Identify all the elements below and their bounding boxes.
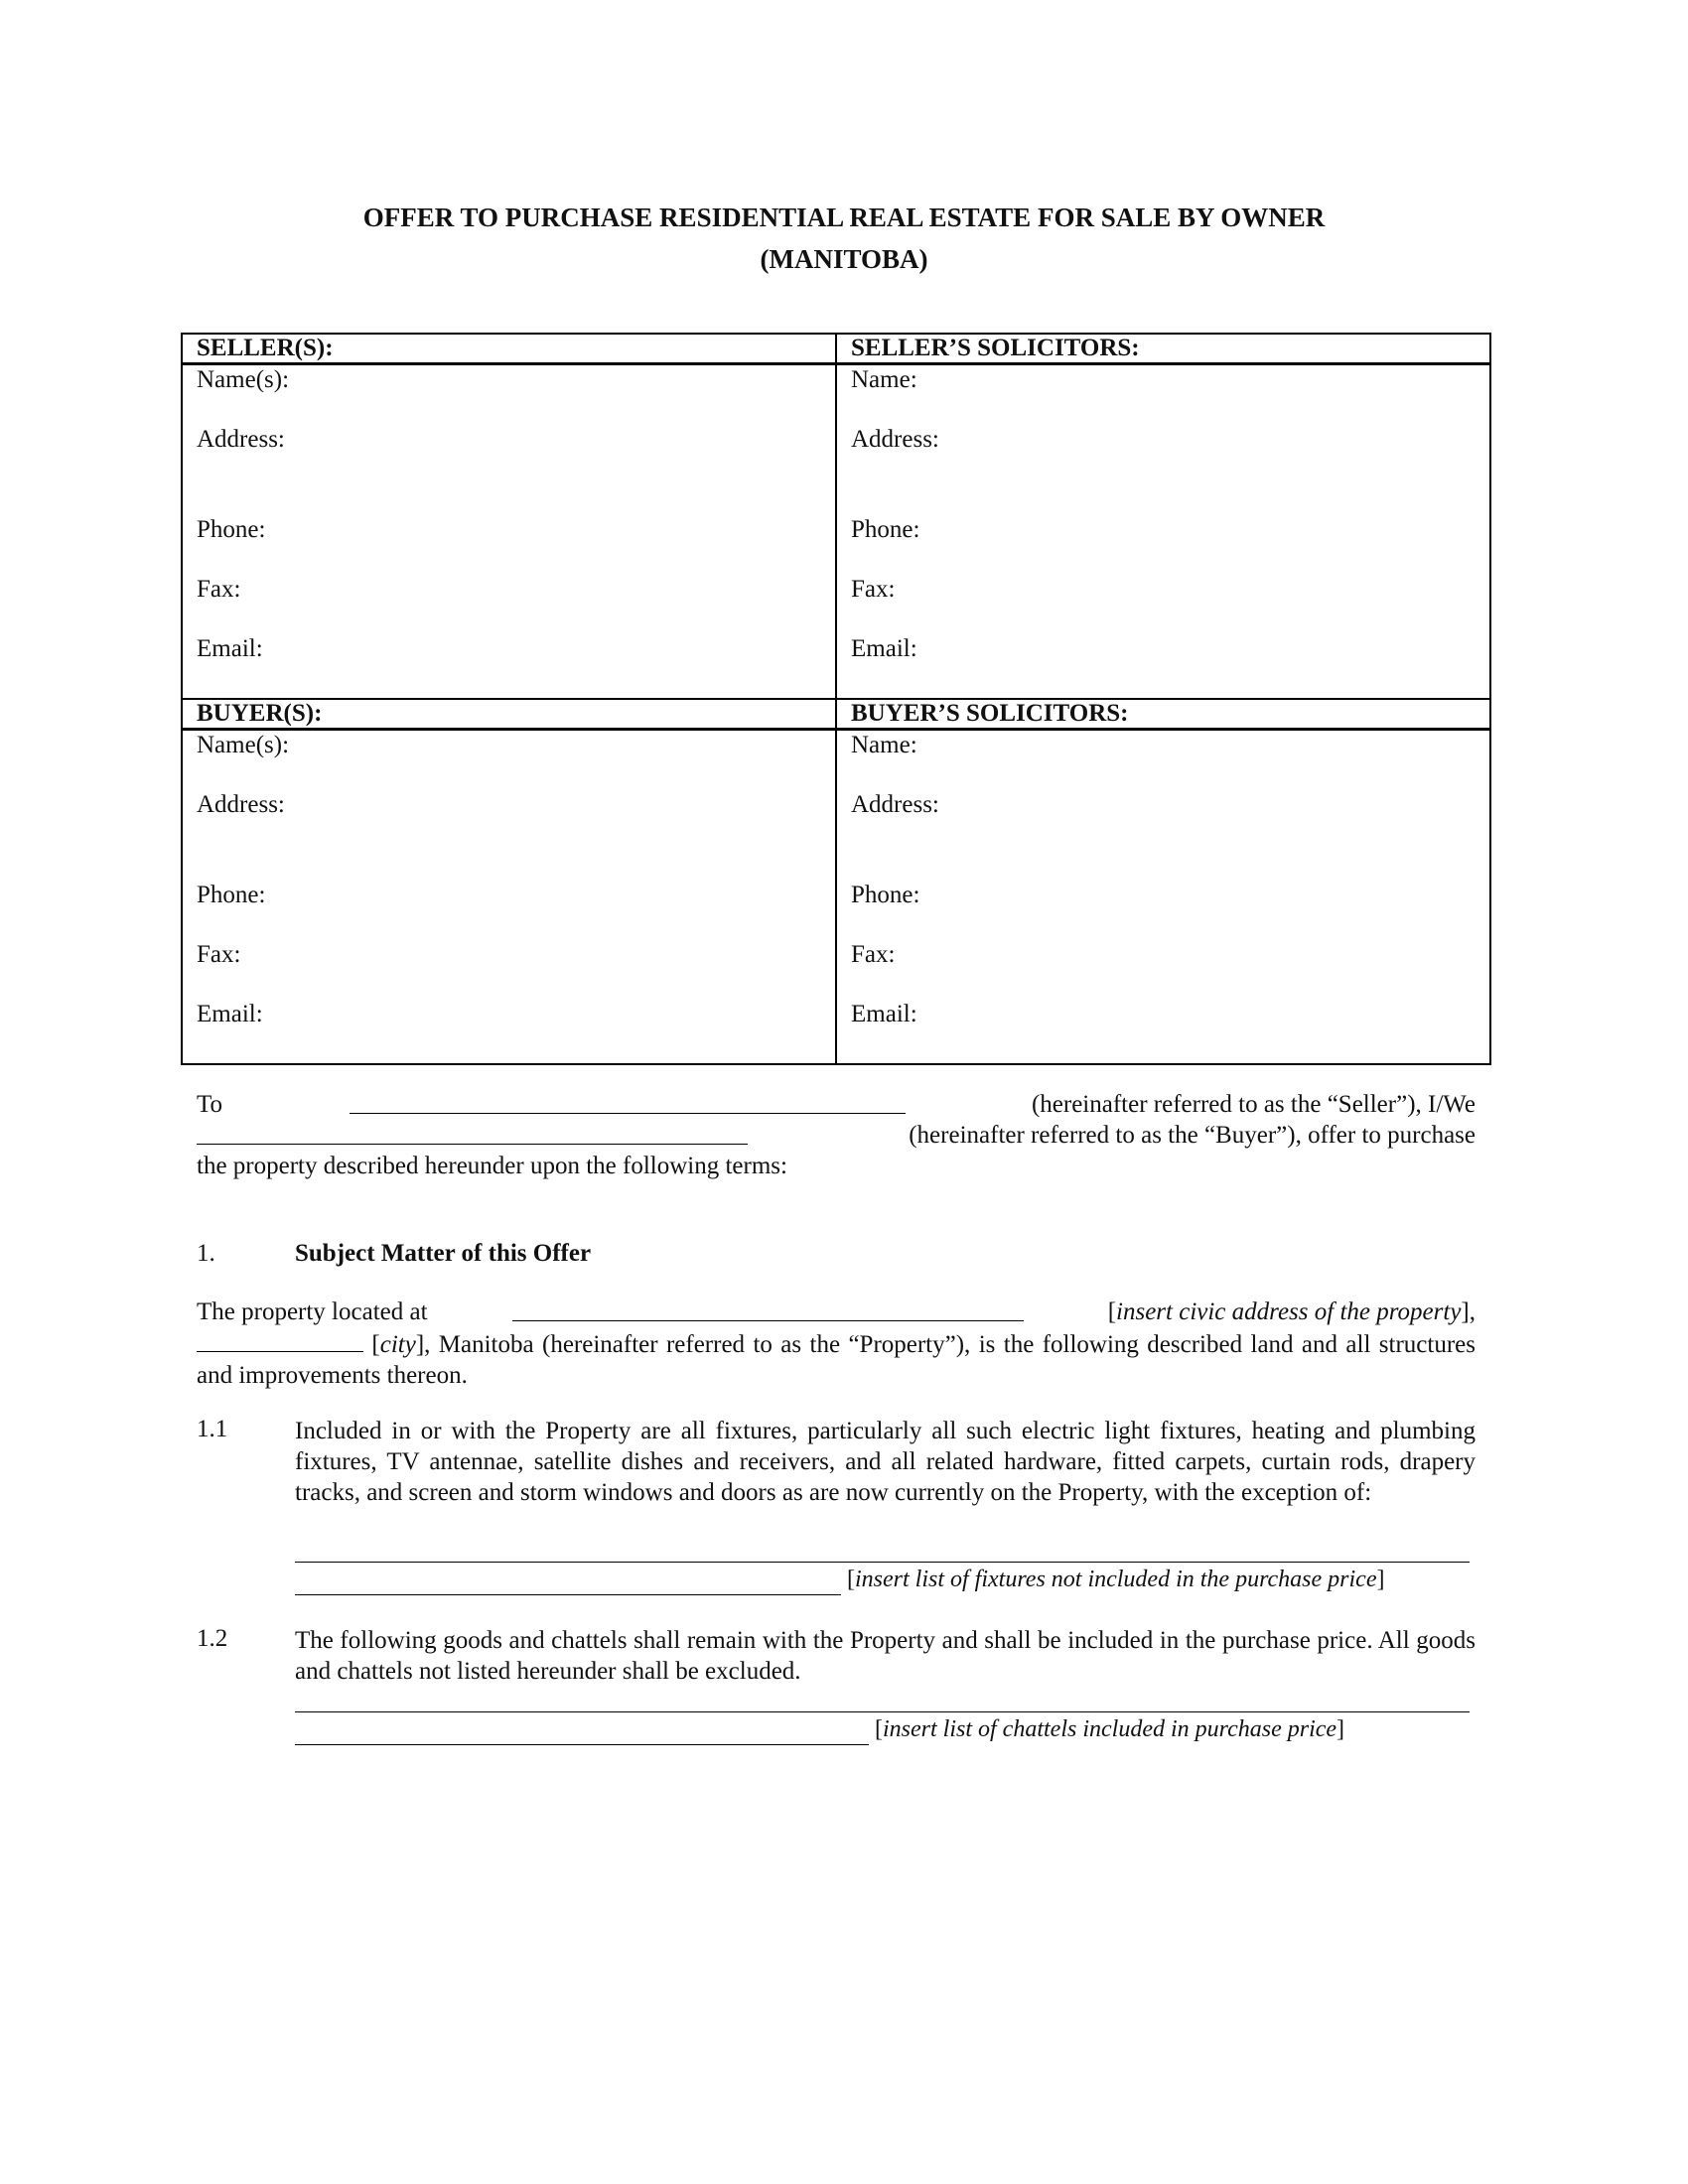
- section-1-2-number: 1.2: [197, 1625, 228, 1652]
- section-1-1-number: 1.1: [197, 1416, 228, 1442]
- buyer-ref-text: (hereinafter referred to as the “Buyer”), offer to purchase: [909, 1122, 1476, 1149]
- section-1-number: 1.: [197, 1240, 215, 1267]
- section-1-2-text: The following goods and chattels shall remain with the Property and shall be included in the purchase price. All goods and chattels not listed hereunder shall be excluded.: [295, 1627, 1476, 1685]
- buyer-solicitors-cell[interactable]: [836, 730, 1490, 1065]
- seller-name-blank[interactable]: [350, 1089, 906, 1114]
- seller-sol-name-label: Name:: [851, 366, 917, 393]
- buyer-address-label: Address:: [197, 791, 285, 818]
- parties-table: [181, 333, 1491, 1065]
- buyer-fax-label: Fax:: [197, 941, 241, 968]
- seller-cell[interactable]: [182, 364, 836, 700]
- to-label: To: [197, 1091, 223, 1118]
- buyer-name-label: Name(s):: [197, 732, 290, 758]
- seller-sol-email-label: Email:: [851, 635, 917, 662]
- section-1-heading: Subject Matter of this Offer: [295, 1240, 592, 1267]
- intro-paragraph: [197, 1089, 1476, 1181]
- buyer-sol-email-label: Email:: [851, 1001, 917, 1027]
- property-located-text: The property located at: [197, 1298, 428, 1325]
- buyer-sol-fax-label: Fax:: [851, 941, 896, 968]
- seller-fax-label: Fax:: [197, 576, 241, 603]
- buyer-name-blank[interactable]: [197, 1120, 748, 1145]
- seller-solicitors-header: SELLER’S SOLICITORS:: [836, 334, 1490, 364]
- civic-address-hint: insert civic address of the property: [1116, 1298, 1462, 1325]
- seller-phone-label: Phone:: [197, 516, 266, 543]
- chattels-hint: insert list of chattels included in purchase price: [883, 1716, 1337, 1742]
- seller-address-label: Address:: [197, 426, 285, 453]
- seller-name-label: Name(s):: [197, 366, 290, 393]
- chattels-hint-wrap: [insert list of chattels included in purchase price]: [875, 1716, 1345, 1742]
- seller-sol-fax-label: Fax:: [851, 576, 896, 603]
- fixtures-hint-wrap: [insert list of fixtures not included in the purchase price]: [847, 1567, 1385, 1592]
- buyer-sol-phone-label: Phone:: [851, 882, 920, 908]
- seller-solicitors-cell[interactable]: [836, 364, 1490, 700]
- seller-ref-text: (hereinafter referred to as the “Seller”), I/We: [1031, 1091, 1476, 1118]
- buyer-sol-name-label: Name:: [851, 732, 917, 758]
- fixtures-hint: insert list of fixtures not included in the purchase price: [855, 1567, 1377, 1592]
- city-blank[interactable]: [197, 1327, 363, 1352]
- chattels-blank-line-1[interactable]: [295, 1711, 1470, 1712]
- chattels-blank-line-2[interactable]: [295, 1744, 869, 1745]
- document-title: OFFER TO PURCHASE RESIDENTIAL REAL ESTATE FOR SALE BY OWNER: [362, 203, 1326, 232]
- seller-sol-address-label: Address:: [851, 426, 939, 453]
- intro-rest: the property described hereunder upon the following terms:: [197, 1153, 787, 1179]
- city-hint: city: [379, 1331, 416, 1358]
- seller-header: SELLER(S):: [182, 334, 836, 364]
- buyer-cell[interactable]: [182, 730, 836, 1065]
- fixtures-blank-line-1[interactable]: [295, 1562, 1470, 1563]
- property-description-text: , Manitoba (hereinafter referred to as the “Property”), is the following described land and all structures and improvements thereon.: [197, 1331, 1476, 1389]
- section-1-1-text: Included in or with the Property are all fixtures, particularly all such electric light fixtures, heating and plumbing fixtures, TV antennae, satellite dishes and receivers, and all related hardware, fitted carpets, curtain rods, drapery tracks, and screen and storm windows and doors as are now currently on the Property, with the exception of:: [295, 1418, 1476, 1506]
- buyer-sol-address-label: Address:: [851, 791, 939, 818]
- civic-address-blank[interactable]: [512, 1297, 1024, 1321]
- buyer-phone-label: Phone:: [197, 882, 266, 908]
- seller-email-label: Email:: [197, 635, 263, 662]
- fixtures-blank-line-2[interactable]: [295, 1594, 841, 1595]
- buyer-email-label: Email:: [197, 1001, 263, 1027]
- document-subtitle: (MANITOBA): [760, 244, 928, 274]
- buyer-header: BUYER(S):: [182, 699, 836, 730]
- section-1-paragraph: The property located at [insert civic address of the property], [city], Manitoba (hereinafter referred to as the “Property”), is the following described land and all structures and improvements thereon.: [197, 1298, 1476, 1389]
- buyer-solicitors-header: BUYER’S SOLICITORS:: [836, 699, 1490, 730]
- seller-sol-phone-label: Phone:: [851, 516, 920, 543]
